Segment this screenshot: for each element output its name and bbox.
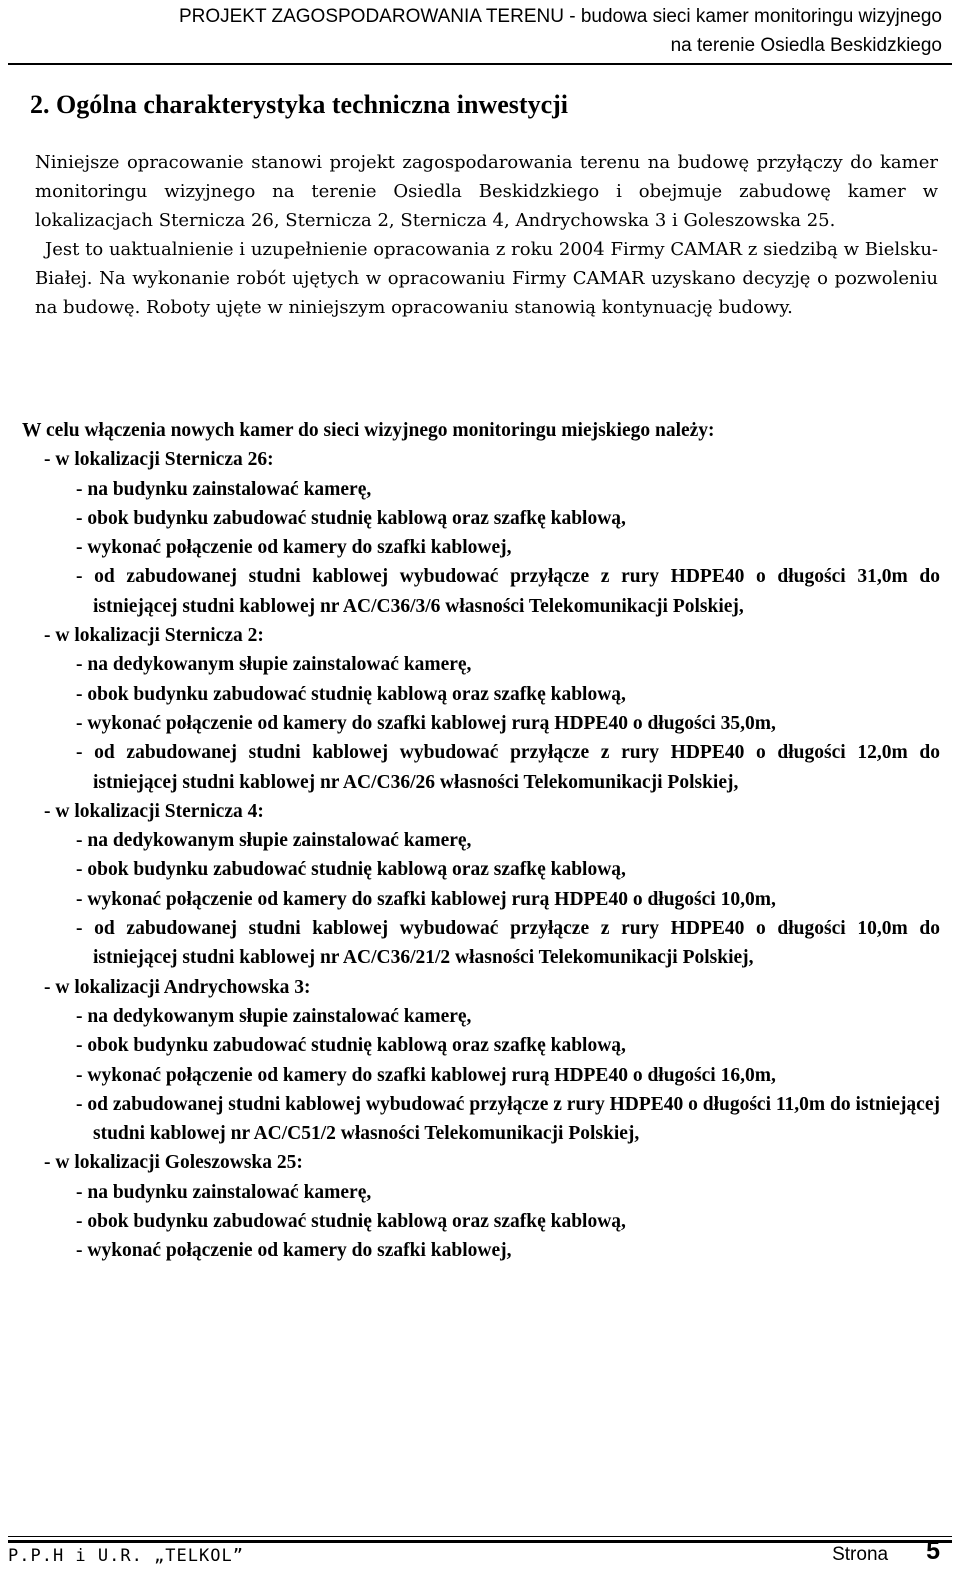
- page-header: [42, 2, 942, 60]
- location-label: - w lokalizacji Sternicza 2:: [44, 625, 264, 647]
- location-andrychowska-3: [22, 973, 940, 1149]
- location-item: - na dedykowanym słupie zainstalować kamerę,: [76, 1005, 472, 1027]
- location-item: - na budynku zainstalować kamerę,: [76, 1181, 372, 1203]
- section-title: 2. Ogólna charakterystyka techniczna inwestycji: [30, 90, 569, 119]
- location-item: - od zabudowanej studni kablowej wybudować przyłącze z rury HDPE40 o długości 31,0m do istniejącej studni kablowej nr AC/C36/3/6 własności Telekomunikacji Polskiej,: [76, 566, 940, 617]
- intro-section: [35, 148, 938, 322]
- location-item: - obok budynku zabudować studnię kablową oraz szafkę kablową,: [76, 1035, 626, 1057]
- location-item: - obok budynku zabudować studnię kablową oraz szafkę kablową,: [76, 1211, 626, 1233]
- location-item: - od zabudowanej studni kablowej wybudować przyłącze z rury HDPE40 o długości 10,0m do istniejącej studni kablowej nr AC/C36/21/2 własności Telekomunikacji Polskiej,: [76, 918, 940, 969]
- work-scope-section: [22, 416, 940, 1266]
- location-label: - w lokalizacji Goleszowska 25:: [44, 1152, 303, 1174]
- location-item: - na budynku zainstalować kamerę,: [76, 478, 372, 500]
- location-label: - w lokalizacji Sternicza 26:: [44, 449, 274, 471]
- work-scope-lead: W celu włączenia nowych kamer do sieci wizyjnego monitoringu miejskiego należy:: [22, 420, 715, 441]
- footer-page-number: 5: [926, 1537, 940, 1565]
- location-item: - wykonać połączenie od kamery do szafki kablowej rurą HDPE40 o długości 16,0m,: [76, 1064, 776, 1086]
- header-title-line2: na terenie Osiedla Beskidzkiego: [670, 35, 942, 56]
- page-footer: [8, 1537, 940, 1571]
- footer-company: P.P.H i U.R. „TELKOL”: [8, 1546, 244, 1566]
- location-item: - od zabudowanej studni kablowej wybudować przyłącze z rury HDPE40 o długości 11,0m do istniejącej studni kablowej nr AC/C51/2 własności Telekomunikacji Polskiej,: [76, 1093, 940, 1145]
- location-item: - wykonać połączenie od kamery do szafki kablowej,: [76, 537, 512, 559]
- location-item: - obok budynku zabudować studnię kablową oraz szafkę kablową,: [76, 507, 626, 529]
- location-item: - na dedykowanym słupie zainstalować kamerę,: [76, 830, 472, 852]
- footer-page-label: Strona: [832, 1544, 889, 1565]
- location-label: - w lokalizacji Sternicza 4:: [44, 800, 264, 822]
- location-sternicza-4: [22, 797, 940, 973]
- location-item: - obok budynku zabudować studnię kablową oraz szafkę kablową,: [76, 683, 626, 705]
- footer-page-info: [832, 1537, 940, 1566]
- header-title-line1: PROJEKT ZAGOSPODAROWANIA TERENU - budowa sieci kamer monitoringu wizyjnego: [178, 6, 942, 27]
- location-item: - od zabudowanej studni kablowej wybudować przyłącze z rury HDPE40 o długości 12,0m do istniejącej studni kablowej nr AC/C36/26 własności Telekomunikacji Polskiej,: [76, 742, 940, 793]
- location-sternicza-26: [22, 445, 940, 621]
- location-item: - na dedykowanym słupie zainstalować kamerę,: [76, 654, 472, 676]
- footer-divider-thin: [8, 1536, 952, 1537]
- location-item: - wykonać połączenie od kamery do szafki kablowej rurą HDPE40 o długości 35,0m,: [76, 712, 776, 734]
- intro-paragraph-1: Niniejsze opracowanie stanowi projekt zagospodarowania terenu na budowę przyłączy do kamer monitoringu wizyjnego na terenie Osiedla Beskidzkiego i obejmuje zabudowę kamer w lokalizacjach Sternicza 26, Sternicza 2, Sternicza 4, Andrychowska 3 i Goleszowska 25.: [35, 152, 938, 231]
- intro-paragraph-2: Jest to uaktualnienie i uzupełnienie opracowania z roku 2004 Firmy CAMAR z siedzibą w Bielsku-Białej. Na wykonanie robót ujętych w opracowaniu Firmy CAMAR uzyskano decyzję o pozwoleniu na budowę. Roboty ujęte w niniejszym opracowaniu stanowią kontynuację budowy.: [35, 239, 938, 318]
- location-label: - w lokalizacji Andrychowska 3:: [44, 976, 311, 998]
- header-divider: [8, 63, 952, 65]
- location-sternicza-2: [22, 621, 940, 797]
- location-item: - wykonać połączenie od kamery do szafki kablowej,: [76, 1240, 512, 1262]
- location-item: - obok budynku zabudować studnię kablową oraz szafkę kablową,: [76, 859, 626, 881]
- location-item: - wykonać połączenie od kamery do szafki kablowej rurą HDPE40 o długości 10,0m,: [76, 888, 776, 910]
- location-goleszowska-25: [22, 1148, 940, 1265]
